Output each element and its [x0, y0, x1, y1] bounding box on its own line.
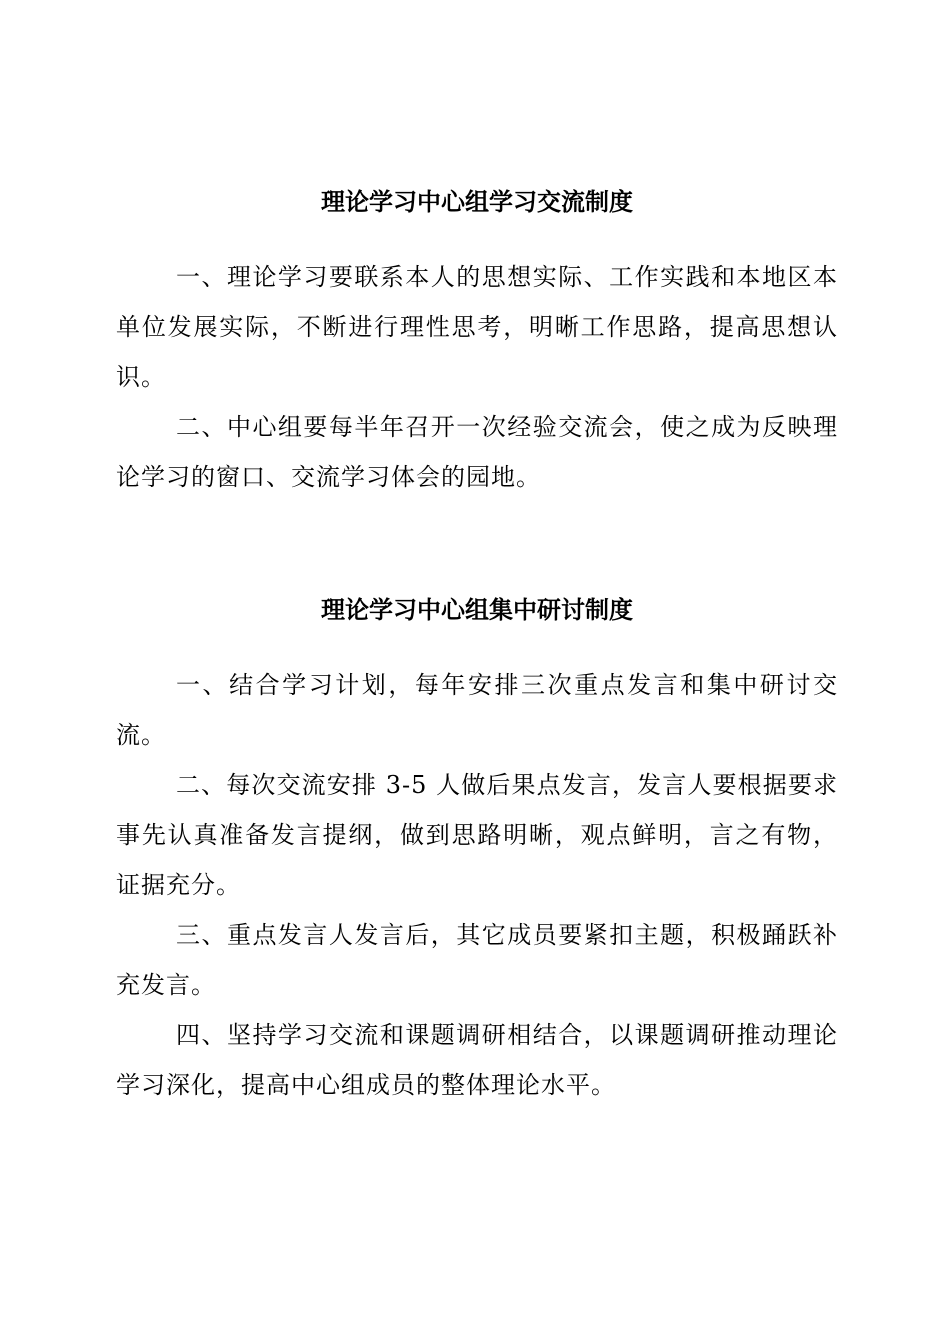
section-title: 理论学习中心组学习交流制度	[321, 187, 633, 216]
section-title: 理论学习中心组集中研讨制度	[321, 595, 633, 624]
paragraph: 二、中心组要每半年召开一次经验交流会，使之成为反映理论学习的窗口、交流学习体会的园地。	[116, 413, 838, 491]
section-focused-discussion	[116, 586, 838, 1110]
section-learning-exchange	[116, 178, 838, 502]
document-content	[116, 178, 838, 1110]
paragraph: 二、每次交流安排 3-5 人做后果点发言，发言人要根据要求事先认真准备发言提纲，做到思路明晰，观点鲜明，言之有物，证据充分。	[116, 771, 838, 899]
paragraph: 一、结合学习计划，每年安排三次重点发言和集中研讨交流。	[116, 671, 838, 749]
paragraph: 三、重点发言人发言后，其它成员要紧扣主题，积极踊跃补充发言。	[116, 921, 838, 999]
paragraph: 四、坚持学习交流和课题调研相结合，以课题调研推动理论学习深化，提高中心组成员的整体理论水平。	[116, 1021, 838, 1099]
paragraph: 一、理论学习要联系本人的思想实际、工作实践和本地区本单位发展实际，不断进行理性思考，明晰工作思路，提高思想认识。	[116, 263, 838, 391]
